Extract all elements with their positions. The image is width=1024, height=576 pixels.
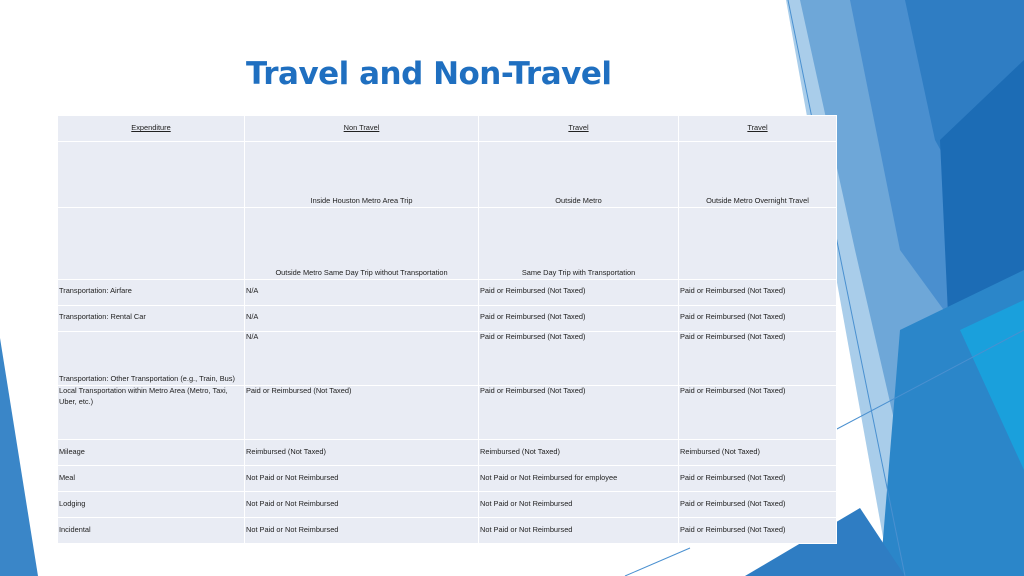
table-row [58, 332, 837, 386]
table-cell: Not Paid or Not Reimbursed [245, 518, 479, 544]
subheader-cell: Outside Metro Overnight Travel [679, 142, 837, 208]
table-cell: Meal [58, 466, 245, 492]
table-cell: Reimbursed (Not Taxed) [245, 440, 479, 466]
table-cell: Not Paid or Not Reimbursed [479, 492, 679, 518]
table-cell: Transportation: Rental Car [58, 306, 245, 332]
table-cell: Transportation: Other Transportation (e.g., Train, Bus) [58, 332, 245, 386]
table-cell: N/A [245, 332, 479, 386]
table-row [58, 492, 837, 518]
header-cell: Travel [679, 116, 837, 142]
table-row [58, 518, 837, 544]
table-cell: Reimbursed (Not Taxed) [479, 440, 679, 466]
table-cell: Paid or Reimbursed (Not Taxed) [679, 280, 837, 306]
subheader-cell [58, 142, 245, 208]
table-cell: Not Paid or Not Reimbursed for employee [479, 466, 679, 492]
table-cell: N/A [245, 280, 479, 306]
table-row [58, 466, 837, 492]
table-header-row [58, 116, 837, 142]
table-row [58, 306, 837, 332]
slide-title: Travel and Non-Travel [246, 56, 612, 92]
table-cell: Not Paid or Not Reimbursed [245, 466, 479, 492]
table-cell: Transportation: Airfare [58, 280, 245, 306]
table-cell: Paid or Reimbursed (Not Taxed) [479, 332, 679, 386]
subheader-cell [58, 208, 245, 280]
subheader-row [58, 142, 837, 208]
table-cell: Local Transportation within Metro Area (Metro, Taxi, Uber, etc.) [58, 386, 245, 440]
table-cell: Paid or Reimbursed (Not Taxed) [679, 466, 837, 492]
subheader-cell: Outside Metro [479, 142, 679, 208]
expenditure-table [57, 115, 837, 544]
table-cell: Paid or Reimbursed (Not Taxed) [679, 386, 837, 440]
subheader-cell: Same Day Trip with Transportation [479, 208, 679, 280]
table-cell: Paid or Reimbursed (Not Taxed) [679, 518, 837, 544]
table-cell: N/A [245, 306, 479, 332]
table-cell: Lodging [58, 492, 245, 518]
table-row [58, 386, 837, 440]
table-cell: Paid or Reimbursed (Not Taxed) [679, 332, 837, 386]
deco-line-3 [625, 548, 690, 576]
table-cell: Reimbursed (Not Taxed) [679, 440, 837, 466]
table-cell: Paid or Reimbursed (Not Taxed) [679, 306, 837, 332]
table-row [58, 280, 837, 306]
table-cell: Paid or Reimbursed (Not Taxed) [479, 306, 679, 332]
deco-left-wedge [0, 338, 38, 576]
subheader-cell: Inside Houston Metro Area Trip [245, 142, 479, 208]
header-cell: Expenditure [58, 116, 245, 142]
table-cell: Paid or Reimbursed (Not Taxed) [479, 280, 679, 306]
subheader-cell: Outside Metro Same Day Trip without Transportation [245, 208, 479, 280]
table-cell: Not Paid or Not Reimbursed [245, 492, 479, 518]
header-cell: Non Travel [245, 116, 479, 142]
header-cell: Travel [479, 116, 679, 142]
subheader-row [58, 208, 837, 280]
table-cell: Paid or Reimbursed (Not Taxed) [479, 386, 679, 440]
table-cell: Paid or Reimbursed (Not Taxed) [245, 386, 479, 440]
table-row [58, 440, 837, 466]
table-cell: Paid or Reimbursed (Not Taxed) [679, 492, 837, 518]
subheader-cell [679, 208, 837, 280]
table-cell: Incidental [58, 518, 245, 544]
table-cell: Not Paid or Not Reimbursed [479, 518, 679, 544]
table-cell: Mileage [58, 440, 245, 466]
